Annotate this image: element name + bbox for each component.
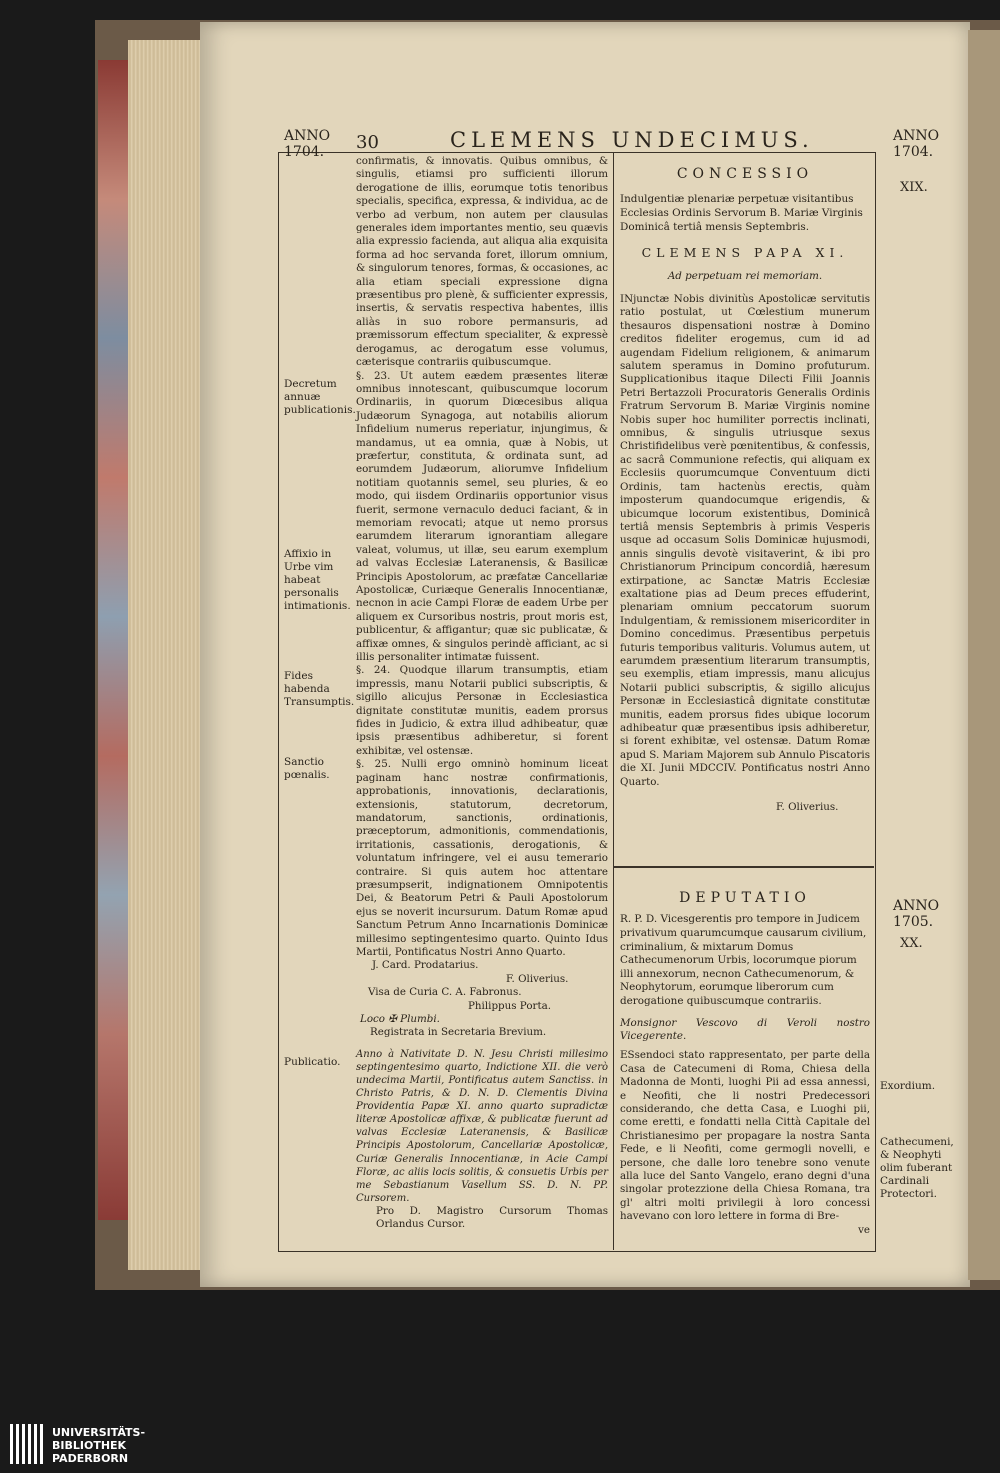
deputatio-summary: R. P. D. Vicesgerentis pro tempore in Judicem privativum quarumcumque causarum civilium, criminalium, & mixtarum Domus Cathecumenorum Urbis, locorumque piorum illi annexorum, necnon Cathecumenorum, & Neophytorum, eorumque liberorum cum derogatione quibuscumque contrariis. <box>620 913 867 1007</box>
marbled-cover <box>98 60 130 1220</box>
left-paragraph: §. 23. Ut autem eædem præsentes literæ omnibus innotescant, quibuscumque locorum Ordinariis, in quorum Diœcesibus aliqua Judæorum Synagoga, aut notabilis aliorum Infidelium numerus reperiatur, injungimus, & mandamus, ut ea omnia, quæ à Nobis, ut præfertur, constituta, & ordinata sunt, ad eorumdem Judæorum, aliorumve Infidelium notitiam quotannis semel, seu pluries, & eo modo, qui iisdem Ordinariis opportunior visus fuerit, sermone vernaculo deduci faciant, & in memoriam revocati; atque ut nemo prorsus earumdem literarum ignorantiam allegare valeat, volumus, ut illæ, seu earum exemplum ad valvas Ecclesiæ Lateranensis, & Basilicæ Principis Apostolorum, ac præfatæ Cancellariæ Apostolicæ, Curiæque Generalis Innocentianæ, necnon in acie Campi Floræ de eadem Urbe per aliquem ex Cursoribus nostris, prout moris est, publicentur, & affigantur; quæ sic publicatæ, & affixæ omnes, & singulos perindè afficiant, ac si illis personaliter intimatæ fuissent. <box>356 369 608 664</box>
catchword: ve <box>858 1223 870 1236</box>
logo-line: PADERBORN <box>52 1452 129 1465</box>
margin-note-exordium: Exordium. <box>880 1080 936 1092</box>
signature-oliverius: F. Oliverius. <box>506 972 569 985</box>
signature-fabronus: Visa de Curia C. A. Fabronus. <box>368 986 522 999</box>
year-left: ANNO 1704. <box>284 128 331 160</box>
signature-porta: Philippus Porta. <box>468 999 551 1012</box>
publicatio-text: Anno à Nativitate D. N. Jesu Christi millesimo septingentesimo quarto, Indictione XII. die verò undecima Martii, Pontificatus autem Sanctiss. in Christo Patris, & D. N. D. Clementis Divina Providentia Papæ XI. anno quarto supradictæ literæ Apostolicæ affixæ, & publicatæ fuerunt ad valvas Ecclesiæ Lateranensis, & Basilicæ Principis Apostolorum, Cancellariæ Apostolicæ, Curiæ Generalis Innocentianæ, in Acie Campi Floræ, ac aliis locis solitis, & consuetis Urbis per me Sebastianum Vasellum SS. D. N. PP. Cursorem. <box>356 1048 608 1204</box>
margin-note-sanctio: Sanctio pœnalis. <box>284 756 330 781</box>
left-paragraph: confirmatis, & innovatis. Quibus omnibus, & singulis, etiamsi pro sufficienti illorum derogatione de illis, eorumque totis tenoribus specialis, specifica, expressa, & individua, ac de verbo ad verbum, non autem per clausulas generales idem importantes mentio, seu quævis alia expressio facienda, aut aliqua alia exquisita forma ad hoc servanda foret, illorum omnium, & singulorum tenores, formas, & occasiones, ac alia etiam speciali expressione digna præsentibus pro plenè, & sufficienter expressis, insertis, & servatis respectiva habentes, illis aliàs in suo robore permansuris, ad præmissorum effectum specialiter, & expressè derogamus, ac derogatum esse volumus, cæterisque contrariis quibuscumque. <box>356 155 608 369</box>
margin-note-affixio: Affixio in Urbe vim habeat personalis intimationis. <box>284 548 351 612</box>
margin-note-fides: Fides habenda Transumptis. <box>284 670 355 708</box>
deputatio-section <box>620 892 870 1237</box>
year-right-2: ANNO 1705. <box>893 898 940 930</box>
section-number-xx: XX. <box>900 936 923 951</box>
page-edges <box>128 40 208 1270</box>
registration-note: Registrata in Secretaria Brevium. <box>370 1026 547 1039</box>
left-paragraph: §. 24. Quodque illarum transumptis, etiam impressis, manu Notarii publici subscriptis, & sigillo alicujus Personæ in Ecclesiastica dignitate constitutæ munitis, eadem prorsus fides in Judicio, & extra illud adhibeatur, quæ ipsis præsentibus adhiberetur, si forent exhibitæ, vel ostensæ. <box>356 664 608 757</box>
logo-line: UNIVERSITÄTS- <box>52 1426 146 1439</box>
column-rule <box>613 152 614 1250</box>
library-logo <box>10 1420 190 1470</box>
right-column <box>620 168 870 814</box>
deputatio-body: ESsendoci stato rappresentato, per parte della Casa de Catecumeni di Roma, Chiesa della Madonna de Monti, luoghi Pii ad essa annessi, e Neofiti, che li nostri Predecessori considerando, che detta Casa, e Luoghi pii, come eretti, e fondatti nella Città Capitale del Christianesimo per propagare la nostra Santa Fede, e li Neofiti, come germogli novelli, e persone, che dalle loro tenebre sono venute alla luce del Santo Vangelo, erano degni d'una singolar protezzione della Chiesa Romana, tra gl' altri molti privilegii à loro concessi havevano con loro lettere in forma di Bre- <box>620 1049 870 1223</box>
seal-note: Loco ✠ Plumbi. <box>360 1013 440 1025</box>
running-title: CLEMENS UNDECIMUS. <box>450 128 814 152</box>
right-page-edge <box>968 30 1000 1280</box>
page-number: 30 <box>356 132 379 153</box>
publicatio-signature: Pro D. Magistro Cursorum Thomas Orlandus Cursor. <box>376 1204 608 1231</box>
pope-name: CLEMENS PAPA XI. <box>641 245 849 261</box>
margin-note-publicatio: Publicatio. <box>284 1056 341 1068</box>
library-logo-icon <box>10 1424 44 1464</box>
memoria-formula: Ad perpetuam rei memoriam. <box>667 269 823 282</box>
concessio-summary: Indulgentiæ plenariæ perpetuæ visitantibus Ecclesias Ordinis Servorum B. Mariæ Virginis Dominicâ tertiâ mensis Septembris. <box>620 193 863 233</box>
logo-line: BIBLIOTHEK <box>52 1439 127 1452</box>
left-paragraph: §. 25. Nulli ergo omninò hominum liceat paginam hanc nostræ confirmationis, approbationis, innovationis, declarationis, extensionis, statutorum, decretorum, mandatorum, sanctionis, ordinationis, præceptorum, admonitionis, commendationis, irritationis, cassationis, derogationis, & voluntatum infringere, vel ei ausu temerario contraire. Si quis autem hoc attentare præsumpserit, indignationem Omnipotentis Dei, & Beatorum Petri & Pauli Apostolorum ejus se noverit incursurum. Datum Romæ apud Sanctum Petrum Anno Incarnationis Dominicæ millesimo septingentesimo quarto. Quinto Idus Martii, Pontificatus Nostri Anno Quarto. <box>356 758 608 958</box>
signature-prodatarius: J. Card. Prodatarius. <box>372 959 479 972</box>
margin-note-decretum: Decretum annuæ publicationis. <box>284 378 356 416</box>
signature-oliverius-right: F. Oliverius. <box>776 801 839 814</box>
section-rule <box>613 866 874 868</box>
deputatio-title: DEPUTATIO <box>679 890 811 906</box>
margin-note-cathecumeni: Cathecumeni, & Neophyti olim fuberant Cardinali Protectori. <box>880 1136 954 1200</box>
library-logo-text <box>52 1426 145 1465</box>
left-column <box>356 155 608 1232</box>
year-right: ANNO 1704. <box>893 128 940 160</box>
section-number-xix: XIX. <box>900 180 928 195</box>
deputatio-address: Monsignor Vescovo di Veroli nostro Vicegerente. <box>620 1016 870 1042</box>
concessio-title: CONCESSIO <box>676 166 814 182</box>
concessio-body: INjunctæ Nobis divinitùs Apostolicæ servitutis ratio postulat, ut Cœlestium munerum thesauros dispensationi nostræ à Domino creditos fideliter erogemus, cum id ad augendam Fidelium religionem, & animarum salutem speramus in Domino profuturum. Supplicationibus itaque Dilecti Filii Joannis Petri Bertazzoli Procuratoris Generalis Ordinis Fratrum Servorum B. Mariæ Virginis nomine Nobis super hoc humiliter porrectis inclinati, omnibus, & singulis utriusque sexus Christifidelibus verè pœnitentibus, & confessis, ac sacrâ Communione refectis, qui aliquam ex Ecclesiis quorumcumque Conventuum dicti Ordinis, tam hactenùs erectis, quàm imposterum quandocumque erigendis, & ubicumque locorum existentibus, Dominicâ tertiâ mensis Septembris à primis Vesperis usque ad occasum Solis Dominicæ hujusmodi, annis singulis devotè visitaverint, & ibi pro Christianorum Principum concordiâ, hæresum extirpatione, ac Sanctæ Matris Ecclesiæ exaltatione pias ad Deum preces effuderint, plenariam omnium peccatorum suorum Indulgentiam, & remissionem misericorditer in Domino concedimus. Præsentibus perpetuis futuris temporibus valituris. Volumus autem, ut earumdem præsentium literarum transumptis, seu exemplis, etiam impressis, manu alicujus Notarii publici subscriptis, & sigillo alicujus Personæ in Ecclesiasticâ dignitate constitutæ munitis, eadem prorsus fides ubique locorum adhibeatur quæ præsentibus ipsis adhiberetur, si forent exhibitæ, vel ostensæ. Datum Romæ apud S. Mariam Majorem sub Annulo Piscatoris die XI. Junii MDCCIV. Pontificatus nostri Anno Quarto. <box>620 293 870 788</box>
